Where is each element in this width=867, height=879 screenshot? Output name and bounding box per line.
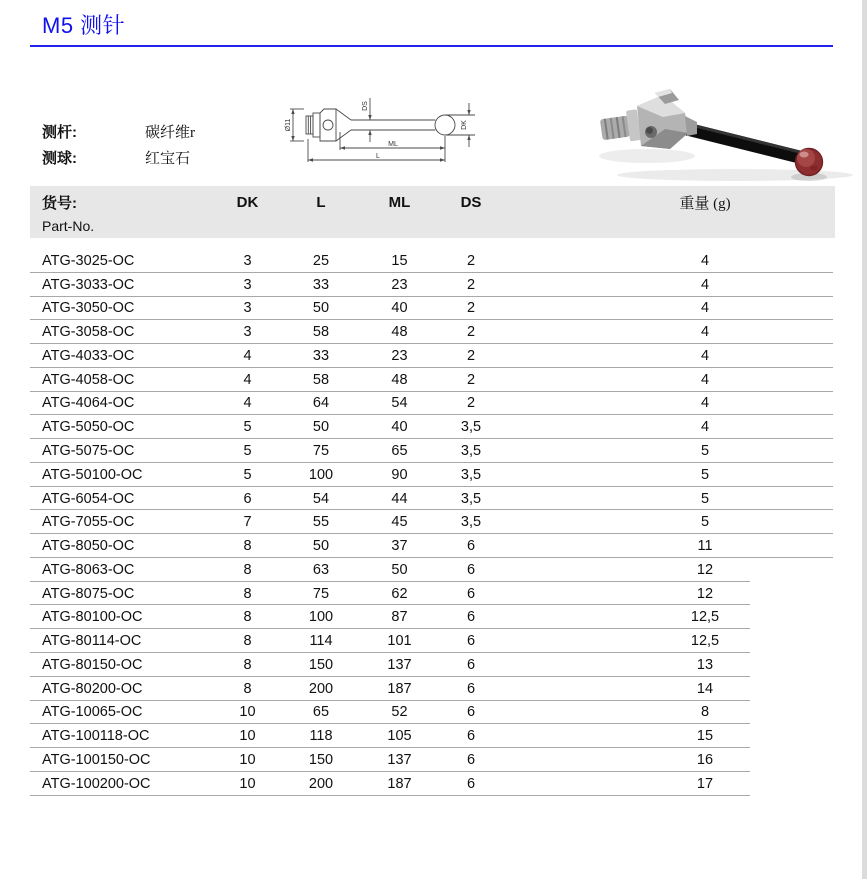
dk-cell: 8 <box>243 609 252 626</box>
ruby-ball-shape <box>796 149 823 176</box>
l-cell: 118 <box>309 728 333 745</box>
col-header-ds: DS <box>460 193 482 211</box>
part-no-cell: ATG-5050-OC <box>42 419 135 436</box>
part-no-cell: ATG-100200-OC <box>42 775 151 792</box>
l-cell: 50 <box>312 538 330 555</box>
l-cell: 54 <box>312 490 330 507</box>
ml-cell: 54 <box>391 395 408 412</box>
ds-cell: 6 <box>466 609 476 626</box>
dk-cell: 8 <box>243 561 252 578</box>
part-no-cell: ATG-8075-OC <box>42 585 135 602</box>
spec-row-ball <box>42 144 195 170</box>
spec-list <box>42 118 195 170</box>
spec-row-shaft <box>42 118 195 144</box>
table-row <box>30 677 835 701</box>
table-row <box>30 320 835 344</box>
l-cell: 75 <box>312 585 330 602</box>
part-no-cell: ATG-8050-OC <box>42 538 135 555</box>
part-no-cell: ATG-80114-OC <box>42 633 142 650</box>
weight-cell: 4 <box>700 347 710 364</box>
table-header-row-1 <box>30 191 835 213</box>
table-row <box>30 653 835 677</box>
ds-cell: 6 <box>466 704 476 721</box>
ml-cell: 15 <box>391 252 408 269</box>
l-cell: 75 <box>312 443 330 459</box>
ds-cell: 6 <box>466 633 476 650</box>
stylus-photo <box>585 76 865 190</box>
col-header-ml: ML <box>388 193 411 211</box>
ds-cell: 2 <box>466 395 476 412</box>
table-row <box>30 439 835 463</box>
ml-cell: 187 <box>387 680 412 697</box>
table-row <box>30 297 835 321</box>
dk-cell: 3 <box>243 300 252 317</box>
ds-cell: 6 <box>466 656 476 673</box>
dk-cell: 3 <box>243 276 252 293</box>
part-no-cell: ATG-6054-OC <box>42 490 135 507</box>
l-cell: 64 <box>312 395 330 412</box>
l-cell: 200 <box>308 775 334 792</box>
ml-cell: 87 <box>391 609 408 626</box>
l-cell: 200 <box>308 680 334 697</box>
ml-cell: 48 <box>391 324 408 341</box>
table-row <box>30 415 835 439</box>
ds-cell: 3,5 <box>460 490 482 507</box>
part-no-cell: ATG-10065-OC <box>42 704 143 721</box>
part-no-cell: ATG-8063-OC <box>42 561 135 578</box>
table-row <box>30 510 835 534</box>
weight-cell: 15 <box>696 728 714 745</box>
col-header-l: L <box>316 193 326 211</box>
dk-cell: 10 <box>239 775 256 792</box>
ds-cell: 6 <box>466 585 476 602</box>
table-row <box>30 605 835 629</box>
weight-cell: 5 <box>700 514 710 531</box>
weight-cell: 4 <box>700 371 710 388</box>
ds-cell: 6 <box>466 680 476 697</box>
l-cell: 114 <box>309 633 333 650</box>
ds-cell: 2 <box>466 371 476 388</box>
ml-cell: 187 <box>387 775 412 792</box>
ml-cell: 23 <box>391 276 408 293</box>
page-title: M5 测针 <box>42 13 126 38</box>
dk-cell: 4 <box>243 347 252 364</box>
weight-cell: 11 <box>697 538 713 555</box>
ds-cell: 3,5 <box>460 514 482 531</box>
ml-cell: 137 <box>387 751 412 768</box>
spec-label-shaft: 测杆: <box>42 123 77 141</box>
ds-cell: 6 <box>466 775 476 792</box>
weight-cell: 4 <box>700 419 710 436</box>
table-row <box>30 772 835 796</box>
dk-cell: 8 <box>243 680 252 697</box>
weight-cell: 4 <box>700 395 710 412</box>
l-cell: 33 <box>312 347 330 364</box>
part-no-cell: ATG-80100-OC <box>42 609 143 626</box>
dk-cell: 8 <box>243 538 252 555</box>
col-header-part-zh: 货号: <box>42 194 77 212</box>
l-cell: 50 <box>312 419 330 436</box>
l-cell: 63 <box>312 561 330 578</box>
part-no-cell: ATG-100118-OC <box>42 728 150 745</box>
part-no-cell: ATG-5075-OC <box>42 443 135 459</box>
ml-cell: 101 <box>387 633 412 650</box>
ds-cell: 6 <box>466 751 476 768</box>
dk-cell: 3 <box>243 252 252 269</box>
ml-cell: 52 <box>391 704 408 721</box>
l-cell: 65 <box>312 704 330 721</box>
weight-cell: 4 <box>700 300 710 317</box>
dk-cell: 5 <box>243 419 252 436</box>
ml-cell: 44 <box>391 490 408 507</box>
ds-cell: 3,5 <box>460 466 482 483</box>
table-row <box>30 701 835 725</box>
part-no-cell: ATG-80150-OC <box>42 656 143 673</box>
dk-cell: 3 <box>243 324 252 341</box>
ml-cell: 40 <box>391 300 408 317</box>
ds-cell: 6 <box>466 538 476 555</box>
weight-cell: 16 <box>696 751 714 768</box>
l-cell: 100 <box>308 609 334 626</box>
table-row <box>30 249 835 273</box>
part-no-cell: ATG-50100-OC <box>42 466 143 483</box>
l-cell: 100 <box>308 466 334 483</box>
weight-cell: 4 <box>700 252 710 269</box>
ml-cell: 105 <box>387 728 412 745</box>
table-row <box>30 273 835 297</box>
ml-cell: 62 <box>391 585 408 602</box>
dk-cell: 4 <box>243 371 252 388</box>
ds-cell: 2 <box>466 324 476 341</box>
ml-cell: 45 <box>391 514 408 531</box>
part-no-cell: ATG-3033-OC <box>42 276 135 293</box>
table-row <box>30 629 835 653</box>
page-right-edge <box>862 0 867 879</box>
ml-cell: 37 <box>391 538 408 555</box>
weight-cell: 17 <box>696 775 714 792</box>
spec-value-shaft: 碳纤维r <box>145 124 195 141</box>
dk-cell: 8 <box>243 633 252 650</box>
ml-cell: 65 <box>391 443 408 459</box>
table-row <box>30 463 835 487</box>
table-row <box>30 558 835 582</box>
ml-cell: 137 <box>387 656 412 673</box>
l-cell: 58 <box>312 324 330 341</box>
dim-label-ds: DS <box>362 101 369 111</box>
part-no-cell: ATG-3058-OC <box>42 324 135 341</box>
ds-cell: 2 <box>466 347 476 364</box>
dimension-drawing <box>283 84 483 176</box>
l-cell: 58 <box>312 371 330 388</box>
dk-cell: 5 <box>243 443 252 459</box>
table-row <box>30 368 835 392</box>
l-cell: 150 <box>308 656 334 673</box>
ds-cell: 3,5 <box>460 443 482 459</box>
part-no-cell: ATG-80200-OC <box>42 680 143 697</box>
weight-cell: 8 <box>700 704 710 721</box>
table-row <box>30 344 835 368</box>
dk-cell: 10 <box>239 704 256 721</box>
dk-cell: 6 <box>243 490 252 507</box>
weight-cell: 5 <box>700 490 710 507</box>
table-row <box>30 724 835 748</box>
table-header <box>30 186 835 238</box>
table-row <box>30 582 835 606</box>
ds-cell: 2 <box>466 252 476 269</box>
l-cell: 50 <box>312 300 330 317</box>
col-header-part-en: Part-No. <box>42 217 95 234</box>
ds-cell: 6 <box>466 561 476 578</box>
ml-cell: 40 <box>391 419 408 436</box>
spec-label-ball: 测球: <box>42 149 77 167</box>
ml-cell: 23 <box>391 347 408 364</box>
ml-cell: 90 <box>391 466 408 483</box>
ds-cell: 3,5 <box>460 419 482 436</box>
l-cell: 55 <box>312 514 330 531</box>
part-no-cell: ATG-4058-OC <box>42 371 135 388</box>
l-cell: 150 <box>308 751 334 768</box>
table-row <box>30 392 835 416</box>
dk-cell: 10 <box>239 728 256 745</box>
weight-cell: 4 <box>700 276 710 293</box>
l-cell: 33 <box>312 276 330 293</box>
title-underline <box>30 45 833 47</box>
ds-cell: 6 <box>466 728 476 745</box>
part-no-cell: ATG-100150-OC <box>42 751 151 768</box>
dim-label-ml: ML <box>388 141 398 148</box>
l-cell: 25 <box>312 252 330 269</box>
col-header-dk: DK <box>236 193 259 211</box>
weight-cell: 12,5 <box>690 609 720 626</box>
part-no-cell: ATG-4064-OC <box>42 395 135 412</box>
table-header-row-2 <box>30 213 835 235</box>
spec-value-ball: 红宝石 <box>145 150 191 167</box>
dk-cell: 7 <box>243 514 252 531</box>
weight-cell: 12,5 <box>690 633 720 650</box>
weight-cell: 4 <box>700 324 710 341</box>
part-no-cell: ATG-4033-OC <box>42 347 135 364</box>
dim-label-dk: DK <box>461 120 468 130</box>
dk-cell: 5 <box>243 466 252 483</box>
weight-cell: 14 <box>696 680 714 697</box>
dim-label-shank-dia: Ø11 <box>285 118 292 132</box>
dk-cell: 8 <box>243 656 252 673</box>
table-row <box>30 534 835 558</box>
weight-cell: 5 <box>700 443 710 459</box>
ml-cell: 48 <box>391 371 408 388</box>
table-row <box>30 748 835 772</box>
ds-cell: 2 <box>466 276 476 293</box>
table-row <box>30 487 835 511</box>
weight-cell: 12 <box>696 585 714 602</box>
part-no-cell: ATG-7055-OC <box>42 514 135 531</box>
col-header-weight: 重量 (g) <box>679 195 731 212</box>
steel-base-shape <box>599 89 697 149</box>
table-body <box>30 249 835 796</box>
dk-cell: 8 <box>243 585 252 602</box>
dim-label-l: L <box>376 153 380 160</box>
part-no-cell: ATG-3050-OC <box>42 300 135 317</box>
dk-cell: 4 <box>243 395 252 412</box>
ds-cell: 2 <box>466 300 476 317</box>
weight-cell: 12 <box>696 561 714 578</box>
weight-cell: 13 <box>696 656 714 673</box>
ml-cell: 50 <box>391 561 408 578</box>
weight-cell: 5 <box>700 466 710 483</box>
dk-cell: 10 <box>239 751 256 768</box>
part-no-cell: ATG-3025-OC <box>42 252 135 269</box>
